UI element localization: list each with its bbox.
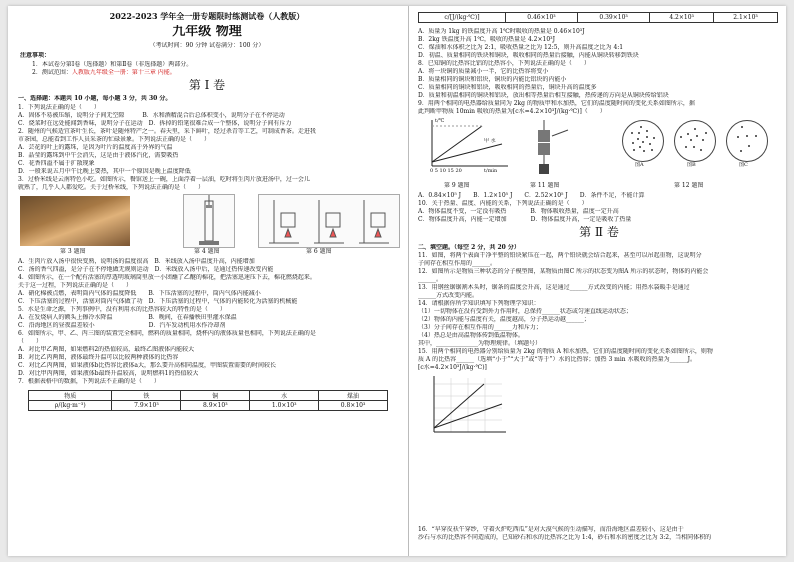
temperature-time-graph <box>422 118 512 180</box>
question-line: （1）一切物体在没有受到外力作用时，总保持______状态或匀速直线运动状态； <box>418 308 632 315</box>
question-line: 子间存在相互作用的______。 <box>418 260 497 267</box>
figure-caption: 第 3 题图 <box>60 248 86 255</box>
question-line: B．质量相同的铜块和铝块，铜块的内能比铝块的内能小 <box>418 76 567 83</box>
particle-model-c <box>726 120 768 162</box>
particle-dot <box>700 149 702 151</box>
rice-noodle-photo <box>20 196 130 246</box>
question-line: A．芸花的叶上的露珠，是因为叶片的温度高于外界的气温 <box>18 144 173 151</box>
question-line: 9．用两个相同的电热器给质量同为 2kg 的物质甲和水加热，它们的温度随时间的变化关系如图所示，据 <box>418 100 695 107</box>
table-header: 煤油 <box>319 391 388 401</box>
part-1-title: 第 Ⅰ 卷 <box>188 79 226 92</box>
graph-y-label: t/℃ <box>435 118 445 124</box>
question-line: A．对比甲乙两图，如果燃料2的热值较高，最终乙图液体内能较大 <box>18 346 195 353</box>
question-line: 质 A 的比热容______（选填“小于”“大于”或“等于”）水的比热容；加热 3 min 水吸收的热量为______J。 <box>418 356 696 363</box>
column-divider <box>408 6 409 556</box>
question-line: A．0.84×10⁵ J B．1.2×10⁵ J C．2.52×10⁵ J D．条件不足，不能计算 <box>418 192 645 199</box>
circle-label: 图A <box>635 162 644 168</box>
heating-apparatus-figure <box>258 194 400 248</box>
question-line: C．花香四溢不属于扩散现象 <box>18 160 95 167</box>
circle-label: 图B <box>687 162 696 168</box>
table-cell: 4.2×10³ <box>650 13 714 23</box>
question-line: 14．请根据你所学知识填写下列物理学知识： <box>418 300 540 307</box>
notice-heading: 注意事项： <box>20 52 51 59</box>
question-line: [c水=4.2×10³J/(kg·℃)] <box>418 364 487 371</box>
question-line: 4．如图所示，在一个配有活塞的厚透明玻璃筒里放一小团蘸了乙醚的棉花，把活塞迅速压下去，棉花燃烧起来。 <box>18 274 316 281</box>
table-cell: 7.9×10³ <box>112 401 181 411</box>
particle-dot <box>633 149 635 151</box>
table-cell: 0.46×10³ <box>505 13 577 23</box>
question-line: C．沿海地区的昼夜温差较小 D．汽车发动机用水作冷却剂 <box>18 322 226 329</box>
question-line: 11．如图，将两个表面干净平整的铅块紧压在一起，两个铅块就会结合起来，甚至可以吊起重物，这说明分 <box>418 252 702 259</box>
particle-model-b <box>674 120 716 162</box>
question-line: A．生肉片放入汤中很快变熟，说明汤的温度很高 B．米线放入汤中温度升高，内能增加 <box>18 258 255 265</box>
question-line: B．对比乙丙两图，液体最终升温可以比较两种液体的比热容 <box>18 354 179 361</box>
table-row-label: ρ/(kg·m⁻³) <box>29 401 112 411</box>
piston-cylinder-figure <box>183 194 235 248</box>
figure-caption: 第 6 题图 <box>306 248 332 255</box>
question-line: （ ） <box>18 338 43 345</box>
question-line: 16．“早穿皮袄午穿纱，守着火炉吃西瓜”是对大漠气候的生动描写，而沿海地区温差较小，这是由于 <box>418 526 684 533</box>
graph-x-label: t/min <box>484 168 498 174</box>
question-line: D．一般来说五月中午比晚上要热，其中一个原因是晚上温度降低 <box>18 168 191 175</box>
question-line: C．物体温度升高，内能一定增加 D．物体温度升高，一定是吸收了热量 <box>418 216 632 223</box>
figure-caption: 第 11 题图 <box>530 182 560 189</box>
particle-dot <box>685 146 687 148</box>
particle-dot <box>705 132 707 134</box>
question-line: 6．如图所示，甲、乙、丙三图的装置完全相同，燃料的质量相同，烧杯内的液体质量也相同，下列说法正确的是 <box>18 330 316 337</box>
particle-dot <box>638 132 640 134</box>
question-line: A．将一块铜的质量减小一半，它的比热容将变小 <box>418 68 549 75</box>
question-line: ______。 <box>418 276 443 283</box>
fill-heading: 二、填空题。（每空 2 分，共 20 分） <box>418 244 520 251</box>
table-row-label: c/[J/(kg·℃)] <box>419 13 506 23</box>
notice-2: 2．测试范围：人教版九年级全一册：第十三章 内能。 <box>32 69 176 76</box>
question-line: （4）热总是由高温物体传到低温物体。 <box>418 332 524 339</box>
left-column <box>8 6 406 556</box>
question-line: A．质量为 1kg 的铁温度升高 1℃时吸收的热量是 0.46×10³J <box>418 28 585 35</box>
question-line: 市茶园，总能看到工作人员采茶的忙碌景象。下列说法正确的是（ ） <box>18 136 211 143</box>
question-line: ______方式改变内能。 <box>418 292 479 299</box>
question-line: A．物体温度不变，一定没有吸热 B．物体吸收热量，温度一定升高 <box>418 208 619 215</box>
question-line: 8．已知铜的比热容比铝的比热容小，下列说法正确的是（ ） <box>418 60 590 67</box>
table-header: 铁 <box>112 391 181 401</box>
question-line: 就熟了，几乎人人都爱吃。关于过桥米线，下列说法正确的是（ ） <box>18 184 205 191</box>
notice-1: 1．本试卷分第Ⅰ卷（选择题）和第Ⅱ卷（非选择题）两部分。 <box>32 61 193 68</box>
mc-heading: 一、选择题：本题共 10 小题，每小题 3 分，共 30 分。 <box>18 95 172 102</box>
table-cell: 2.1×10³ <box>714 13 778 23</box>
question-line: 5．水是生命之源，下列事例中，没有利用水的比热容较大的特性的是（ ） <box>18 306 226 313</box>
particle-dot <box>639 146 641 148</box>
question-line: D．初温、质量相同的铁块和铜块，吸收相同的热量后接触，内能从铜块转移到铁块 <box>418 52 639 59</box>
figure-caption: 第 4 题图 <box>194 248 220 255</box>
figure-caption: 第 12 题图 <box>674 182 704 189</box>
question-line: B．2kg 铁温度升高 1℃，吸收的热量是 4.2×10³J <box>418 36 555 43</box>
part-2-title: 第 Ⅱ 卷 <box>579 226 619 239</box>
test-range: 人教版九年级全一册：第十三章 内能。 <box>71 69 176 76</box>
question-line: 2．随州的气候适宜茶叶生长，茶叶是随州特产之一。春天里，采下鲜叶，经过杀青等工艺，可制成香茶。走进我 <box>18 128 316 135</box>
question-line: A．硝化棉被点燃，表明筒内气体的温度降低 B．下压活塞的过程中，筒内气体内能减小 <box>18 290 261 297</box>
question-line: D．对比甲丙两图，如果液体b最终升温较高，说明燃料1的热值较大 <box>18 370 199 377</box>
exam-header-title: 2022-2023 学年全一册专题限时练测试卷（人教版） <box>109 12 305 21</box>
right-column <box>412 6 786 556</box>
question-line: C．煤油和水体积之比为 2:1，吸收热量之比为 12:5，则升高温度之比为 4:1 <box>418 44 624 51</box>
question-line: D．质量和初温相同的铜块和铝块，放出相等热量后相互接触，热传递的方向是从铜块传给铝块 <box>418 92 669 99</box>
question-15-graph <box>422 374 512 440</box>
particle-dot <box>651 149 653 151</box>
exam-sheet <box>8 6 786 556</box>
question-line: 1．下列说法正确的是（ ） <box>18 104 100 111</box>
particle-dot <box>740 150 742 152</box>
table-cell: 8.9×10³ <box>181 401 250 411</box>
question-line: C．质量相同的铜块和铝块，吸收相同的热量后，铜块升高的温度多 <box>418 84 597 91</box>
specific-heat-table <box>418 12 778 23</box>
question-line: 关于这一过程，下列说法正确的是（ ） <box>18 282 133 289</box>
particle-dot <box>737 136 739 138</box>
question-line: C．汤的香气四溢，是分子在不停地做无规则运动 D．米线放入汤中后，是通过热传递改变内能 <box>18 266 274 273</box>
lead-blocks-figure <box>524 120 574 180</box>
question-line: 12．如图所示是物质三种状态的分子模型图，某物质由图C 所示的状态变为图A 所示的状态时，物体的内能会 <box>418 268 709 275</box>
question-line: A．在发烧病人的额头上擦冷水降温 B．晚间，在春播秧田里灌水保温 <box>18 314 237 321</box>
question-line: 3．过桥米线是云南特色小吃。如图所示，餐馆送上一碗，上面浮着一层油，吃时将生肉片放进汤中，过一会儿 <box>18 176 310 183</box>
figure-caption: 第 9 题图 <box>444 182 470 189</box>
particle-dot <box>637 138 639 140</box>
question-line: C．对比乙丙两图，如果液体b比热容比液体a大，那么要升高相同温度，甲图装置需要的时间较长 <box>18 362 277 369</box>
density-table <box>28 390 388 411</box>
table-header: 水 <box>250 391 319 401</box>
table-cell: 0.8×10³ <box>319 401 388 411</box>
question-line: 此判断甲物质 10min 吸收的热量为[c水=4.2×10³J/(kg·℃)]（ ） <box>418 108 606 115</box>
graph-line-labels: 甲 水 <box>484 138 496 144</box>
grade-subject: 九年级 物理 <box>172 25 242 39</box>
particle-dot <box>632 142 634 144</box>
circle-label: 图C <box>739 162 748 168</box>
question-line: A．固体不易被压缩，说明分子间无空隙 B．水和酒精混合后总体积变小，说明分子在不停运动 <box>18 112 285 119</box>
question-line: 10．关于热量、温度、内能的关系，下列说法正确的是（ ） <box>418 200 588 207</box>
question-line: C．下压活塞的过程中，活塞对筒内气体做了功 D．下压活塞的过程中，气体的内能转化为活塞的机械能 <box>18 298 298 305</box>
particle-dot <box>649 143 651 145</box>
question-line: 沙石与水的比热容不同造成的，已知砂石和水的比热容之比为 1:4，砂石和水的密度之比为 3:2，当相同体积的 <box>418 534 712 541</box>
table-cell: 0.39×10³ <box>578 13 650 23</box>
question-line: 其中，______________为物理规律。（填题号） <box>418 340 542 347</box>
question-line: （3）分子间存在相互作用的______力和斥力； <box>418 324 542 331</box>
question-line: 13．用钢丝锯锯割木头时，锯条的温度会升高，这是通过______方式改变的内能；用热水袋暖手是通过 <box>418 284 690 291</box>
table-cell: 1.0×10³ <box>250 401 319 411</box>
table-header: 物质 <box>29 391 112 401</box>
time-score: （考试时间：90 分钟 试卷满分：100 分） <box>149 42 265 49</box>
question-line: B．晶莹的露珠到中午会消失，这是由于液体汽化，需要吸热 <box>18 152 179 159</box>
question-line: 7．根据表格中的数据，下列说法不正确的是（ ） <box>18 378 160 385</box>
question-line: （2）物体的内能与温度有关，温度越高，分子热运动越______； <box>418 316 590 323</box>
question-line: C．烧菜时在远处能闻到香味，说明分子在运动 D．拆掉的铅笔很难合成一个整体，说明分子间有斥力 <box>18 120 292 127</box>
table-header: 铜 <box>181 391 250 401</box>
graph-x-ticks: 0 5 10 15 20 <box>430 168 462 174</box>
question-line: 15．用两个相同的电热器分别给质量为 2kg 的物质 A 和水加热，它们的温度随时间的变化关系如图所示，则物 <box>418 348 713 355</box>
